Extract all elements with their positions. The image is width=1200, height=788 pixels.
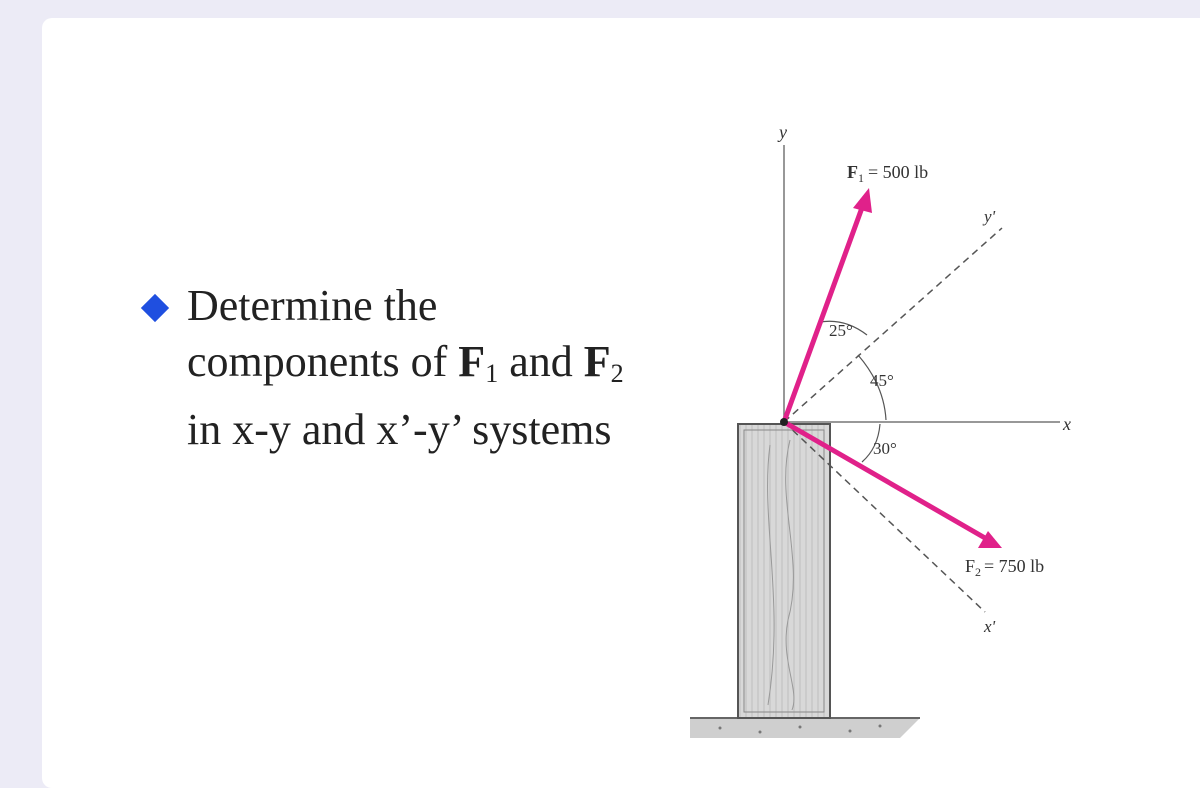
- y-prime-axis-label: y': [984, 207, 996, 226]
- f1-label-symbol: F: [847, 162, 858, 182]
- f1-label: [847, 162, 928, 185]
- f1-value: = 500 lb: [868, 162, 929, 182]
- f1-label-subscript: 1: [858, 171, 864, 185]
- x-axis-label: x: [1063, 414, 1071, 434]
- f1-subscript: 1: [485, 359, 499, 388]
- f2-value: = 750 lb: [984, 556, 1045, 576]
- problem-line-1: Determine the: [187, 281, 438, 330]
- f2-subscript: 2: [610, 359, 624, 388]
- f2-label-symbol: F: [965, 556, 976, 576]
- problem-line-3: in x-y and x’-y’ systems: [187, 405, 612, 454]
- force-f1-arrow: [784, 188, 872, 422]
- angle-45-label: 45°: [870, 371, 894, 390]
- angle-25-label: 25°: [829, 321, 853, 340]
- ground: [690, 718, 920, 738]
- y-axis-label: y: [779, 122, 787, 142]
- x-prime-axis-label: x': [984, 617, 996, 636]
- f1-symbol: F: [458, 337, 486, 386]
- pin-joint: [780, 418, 788, 426]
- f2-symbol: F: [583, 337, 611, 386]
- f2-label-subscript: 2: [975, 565, 982, 579]
- angle-30-label: 30°: [873, 439, 897, 458]
- problem-line-2-and: and: [498, 337, 584, 386]
- wooden-post: [738, 424, 830, 718]
- f2-label: [965, 556, 1044, 579]
- problem-line-2-text: components of: [187, 337, 459, 386]
